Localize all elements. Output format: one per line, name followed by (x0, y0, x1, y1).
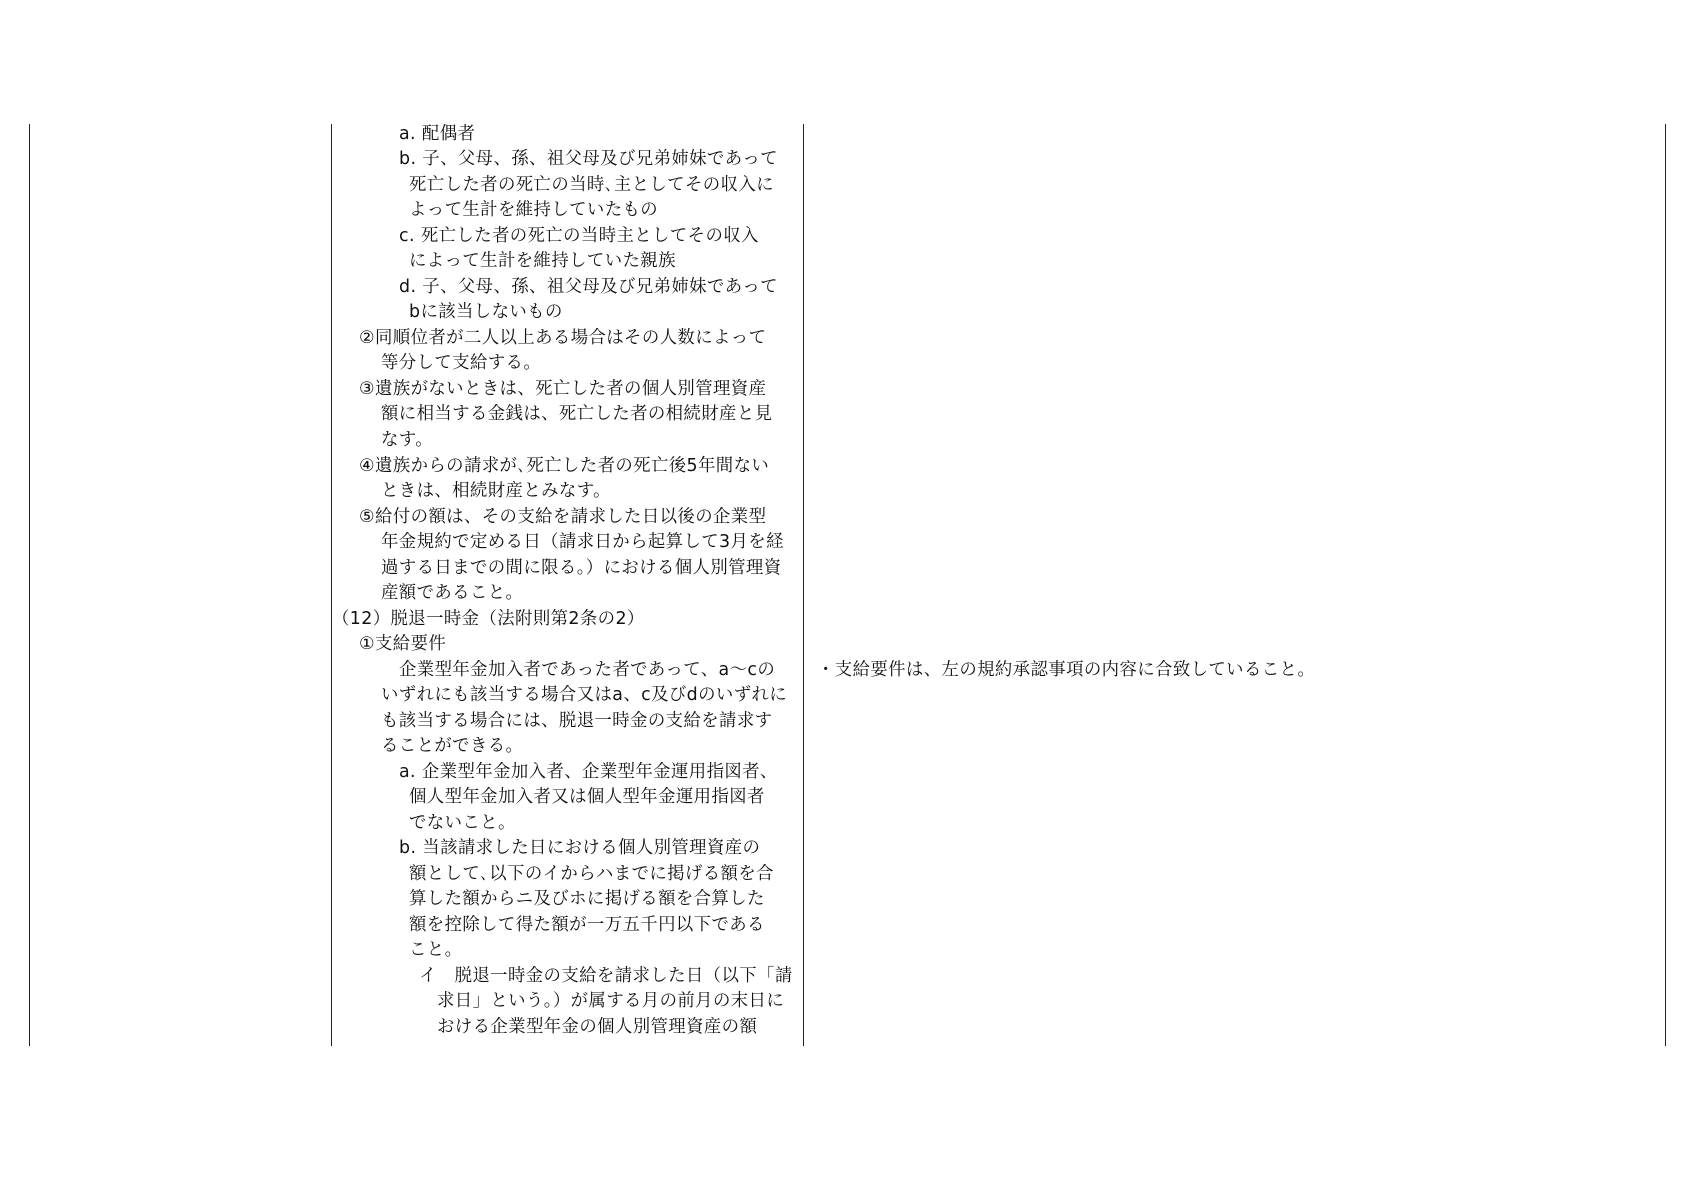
text-line: 算した額からニ及びホに掲げる額を合算した (409, 889, 765, 909)
text-line: 等分して支給する。 (381, 353, 542, 373)
table-border-right (1665, 124, 1666, 1046)
text-line: なす。 (381, 430, 433, 450)
text-line: いずれにも該当する場合又はa、c及びdのいずれに (381, 685, 788, 705)
text-line: 額として､以下のイからハまでに掲げる額を合 (409, 864, 774, 884)
text-line: イ 脱退一時金の支給を請求した日（以下「請 (419, 966, 793, 986)
text-line: よって生計を維持していたもの (409, 200, 659, 220)
text-line: 求日」という。）が属する月の前月の末日に (437, 991, 785, 1011)
text-line: a. 企業型年金加入者、企業型年金運用指図者、 (399, 762, 778, 782)
text-line: でないこと。 (409, 813, 516, 833)
text-line: bに該当しないもの (409, 302, 563, 322)
text-line: によって生計を維持していた親族 (409, 251, 676, 271)
text-line: 死亡した者の死亡の当時､主としてその収入に (409, 175, 774, 195)
text-line: 個人型年金加入者又は個人型年金運用指図者 (409, 787, 765, 807)
text-line: ①支給要件 (359, 634, 447, 654)
text-line: も該当する場合には、脱退一時金の支給を請求す (381, 711, 773, 731)
text-line: 産額であること。 (381, 583, 524, 603)
review-points-column (804, 122, 1664, 1046)
text-line: c. 死亡した者の死亡の当時主としてその収入 (399, 226, 759, 246)
table-border-left (29, 124, 30, 1046)
text-line: 額に相当する金銭は、死亡した者の相続財産と見 (381, 404, 773, 424)
text-line: b. 当該請求した日における個人別管理資産の (399, 838, 761, 858)
text-line: 過する日までの間に限る。）における個人別管理資 (381, 558, 782, 578)
text-line: おける企業型年金の個人別管理資産の額 (437, 1017, 758, 1037)
text-line: a. 配偶者 (399, 124, 476, 144)
text-line: 企業型年金加入者であった者であって、a～cの (399, 660, 776, 680)
text-line: d. 子、父母、孫、祖父母及び兄弟姉妹であって (399, 277, 778, 297)
text-line: ④遺族からの請求が､死亡した者の死亡後5年間ない (359, 456, 770, 476)
text-line: 額を控除して得た額が一万五千円以下である (409, 915, 765, 935)
text-line: ③遺族がないときは、死亡した者の個人別管理資産 (359, 379, 767, 399)
text-line: こと。 (409, 940, 463, 960)
text-line: b. 子、父母、孫、祖父母及び兄弟姉妹であって (399, 149, 778, 169)
review-note: ・支給要件は、左の規約承認事項の内容に合致していること。 (817, 660, 1316, 680)
text-line: ⑤給付の額は、その支給を請求した日以後の企業型 (359, 507, 767, 527)
text-line: ときは、相続財産とみなす。 (381, 481, 611, 501)
section-heading: （12）脱退一時金（法附則第2条の2） (332, 609, 645, 629)
text-line: ることができる。 (381, 736, 524, 756)
regulation-text-column (332, 122, 802, 1046)
text-line: ②同順位者が二人以上ある場合はその人数によって (359, 328, 767, 348)
text-line: 年金規約で定める日（請求日から起算して3月を経 (381, 532, 784, 552)
